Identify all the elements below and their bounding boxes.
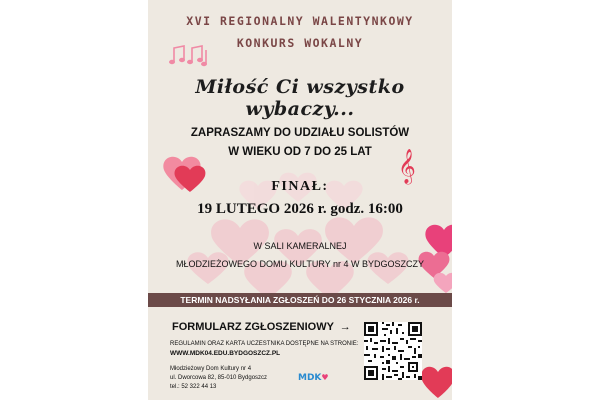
title-line-2: KONKURS WOKALNY [236, 36, 364, 50]
deadline-banner: TERMIN NADSYŁANIA ZGŁOSZEŃ DO 26 STYCZNIA 2026 r. [148, 293, 452, 307]
poster [148, 0, 452, 400]
arrow-right-icon: → [339, 321, 351, 333]
venue-line-1: W SALI KAMERALNEJ [253, 241, 347, 251]
org-name: Młodzieżowy Dom Kultury nr 4 [170, 366, 252, 372]
treble-clef-icon: 𝄞 [398, 149, 416, 184]
qr-code-icon[interactable] [364, 322, 422, 380]
org-phone: tel.: 52 322 44 13 [170, 384, 217, 390]
form-label [172, 321, 351, 333]
mdk-logo-icon: MDK♥ [298, 373, 329, 383]
script-title: Miłość Ci wszystko wybaczy... [195, 76, 405, 120]
mdk-logo-text: MDK [298, 373, 322, 383]
heart-icon [418, 362, 452, 400]
website-link[interactable]: WWW.MDK04.EDU.BYDGOSZCZ.PL [170, 350, 281, 357]
org-address: ul. Dworcowa 82, 85-010 Bydgoszcz [170, 375, 268, 381]
final-date: 19 LUTEGO 2026 r. godz. 16:00 [197, 201, 403, 217]
final-label: FINAŁ: [271, 179, 329, 194]
title-line-1: XVI REGIONALNY WALENTYNKOWY [186, 14, 414, 28]
venue-line-2: MŁODZIEŻOWEGO DOMU KULTURY nr 4 W BYDGOSZCZY [175, 259, 425, 269]
invite-line-1: ZAPRASZAMY DO UDZIAŁU SOLISTÓW [190, 127, 410, 139]
form-label-text: FORMULARZ ZGŁOSZENIOWY [172, 321, 334, 333]
regulations-text: REGULAMIN ORAZ KARTA UCZESTNIKA DOSTĘPNE NA STRONIE: [170, 341, 359, 347]
heart-icon [416, 216, 452, 296]
invite-line-2: W WIEKU OD 7 DO 25 LAT [228, 146, 372, 158]
